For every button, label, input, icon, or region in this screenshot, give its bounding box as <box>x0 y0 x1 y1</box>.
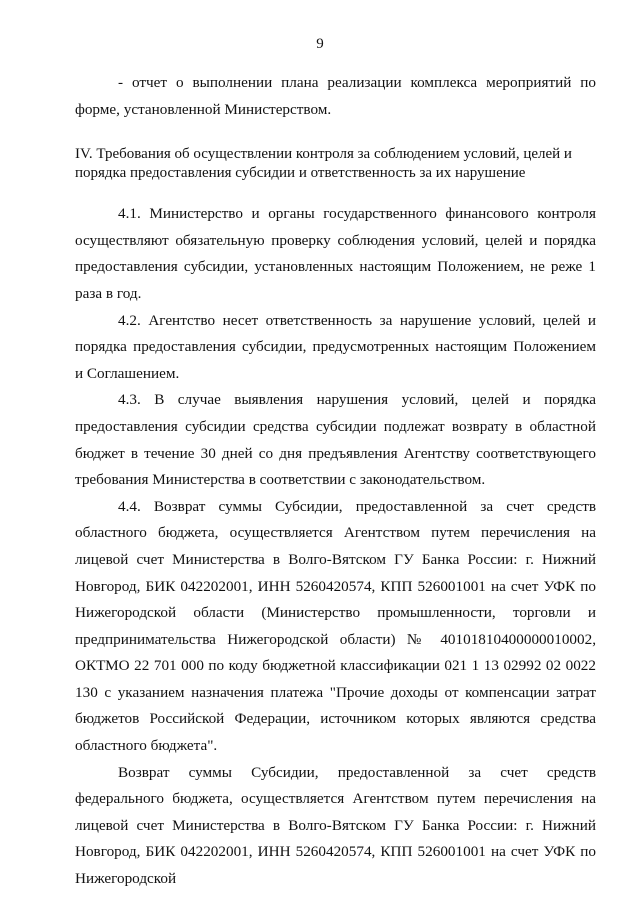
paragraph-4-4: 4.4. Возврат суммы Субсидии, предоставленной за счет средств областного бюджета, осуществляется Агентством путем перечисления на лицевой счет Министерства в Волго-Вятском ГУ Банка России: г. Нижний Новгород, БИК 042202001, ИНН 5260420574, КПП 526001001 на счет УФК по Нижегородской области (Министерство промышленности, торговли и предпринимательства Нижегородской области) № 40101810400000010002, ОКТМО 22 701 000 по коду бюджетной классификации 021 1 13 02992 02 0022 130 с указанием назначения платежа "Прочие доходы от компенсации затрат бюджетов Российской Федерации, источником которых являются средства областного бюджета". <box>75 497 596 755</box>
section-heading <box>75 145 596 183</box>
page-number: 9 <box>316 36 324 52</box>
paragraph-4-3: 4.3. В случае выявления нарушения условий, целей и порядка предоставления субсидии средства субсидии подлежат возврату в областной бюджет в течение 30 дней со дня предъявления Агентству соответствующего требования Министерства в соответствии с законодательством. <box>75 391 596 489</box>
paragraph-4-1: 4.1. Министерство и органы государственного финансового контроля осуществляют обязательную проверку соблюдения условий, целей и порядка предоставления субсидии, установленных настоящим Положением, не реже 1 раза в год. <box>75 205 596 302</box>
paragraph-4-2: 4.2. Агентство несет ответственность за нарушение условий, целей и порядка предоставления субсидии, предусмотренных настоящим Положением и Соглашением. <box>75 311 596 382</box>
paragraph-federal-refund: Возврат суммы Субсидии, предоставленной за счет средств федерального бюджета, осуществляется Агентством путем перечисления на лицевой счет Министерства в Волго-Вятском ГУ Банка России: г. Нижний Новгород, БИК 042202001, ИНН 5260420574, КПП 526001001 на счет УФК по Нижегородской <box>75 763 596 888</box>
section-heading-line-2: порядка предоставления субсидии и ответственность за их нарушение <box>75 165 526 182</box>
paragraph-report-item: - отчет о выполнении плана реализации комплекса мероприятий по форме, установленной Министерством. <box>75 74 596 118</box>
document-body <box>75 70 596 893</box>
section-heading-line-1: IV. Требования об осуществлении контроля за соблюдением условий, целей и <box>75 146 572 163</box>
